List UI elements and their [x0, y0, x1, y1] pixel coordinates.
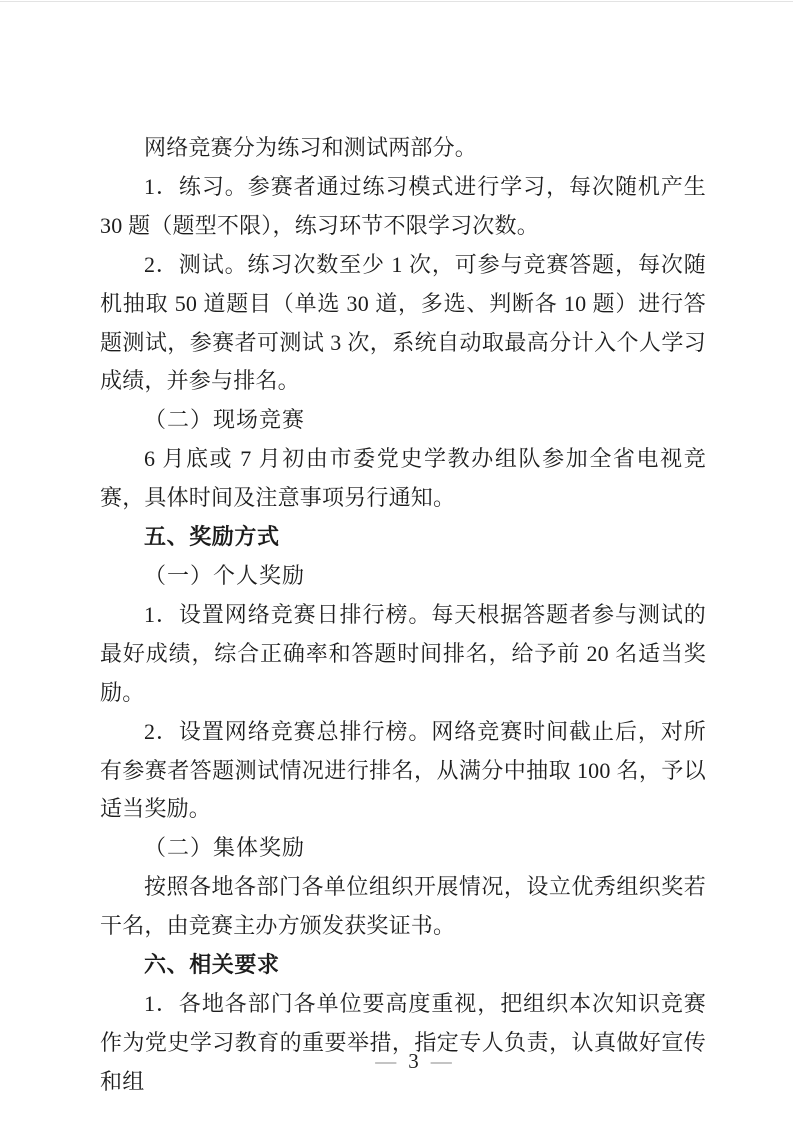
sub-heading: （二）现场竞赛 — [144, 407, 306, 433]
page-footer — [100, 1016, 706, 1106]
sub-heading: （一）个人奖励 — [144, 562, 306, 588]
footer-dash-left: — — [375, 1049, 397, 1073]
paragraph: 按照各地各部门各单位组织开展情况，设立优秀组织奖若干名，由竞赛主办方颁发获奖证书。 — [100, 874, 706, 939]
paragraph: 1．设置网络竞赛日排行榜。每天根据答题者参与测试的最好成绩，综合正确率和答题时间排名，给予前 20 名适当奖励。 — [100, 601, 706, 705]
page-number: 3 — [408, 1049, 419, 1073]
paragraph: 6 月底或 7 月初由市委党史学教办组队参加全省电视竞赛，具体时间及注意事项另行通知。 — [100, 446, 706, 511]
paragraph: 1．练习。参赛者通过练习模式进行学习，每次随机产生 30 题（题型不限），练习环节不限学习次数。 — [100, 173, 706, 238]
paragraph: 网络竞赛分为练习和测试两部分。 — [144, 135, 478, 160]
scan-edge-line — [0, 1, 793, 2]
paragraph: 2．设置网络竞赛总排行榜。网络竞赛时间截止后，对所有参赛者答题测试情况进行排名，从满分中抽取 100 名，予以适当奖励。 — [100, 718, 706, 822]
section-heading: 六、相关要求 — [144, 952, 280, 978]
footer-dash-right: — — [430, 1049, 452, 1073]
section-heading: 五、奖励方式 — [144, 524, 280, 550]
document-body — [100, 129, 706, 1102]
paragraph: 1．各地各部门各单位要高度重视，把组织本次知识竞赛作为党史学习教育的重要举措，指定专人负责，认真做好宣传和组 — [100, 990, 706, 1094]
sub-heading: （二）集体奖励 — [144, 835, 306, 861]
paragraph: 2．测试。练习次数至少 1 次，可参与竞赛答题，每次随机抽取 50 道题目（单选 30 道，多选、判断各 10 题）进行答题测试，参赛者可测试 3 次，系统自动取最高分计入个人学习成绩，并参与排名。 — [100, 251, 706, 394]
